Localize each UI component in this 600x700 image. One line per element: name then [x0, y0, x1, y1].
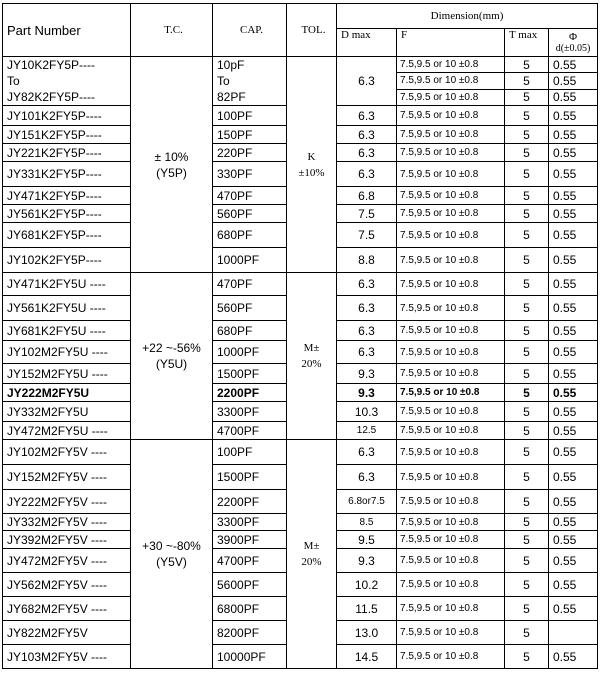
- header-tmax: T max: [505, 29, 549, 57]
- cap-cell: 330PF: [213, 162, 287, 187]
- phi-cell: 0.55: [549, 248, 598, 273]
- dmax-cell: 9.3: [337, 384, 397, 402]
- part-number-cell: JY471K2FY5U ----: [3, 273, 131, 296]
- tol-group-y5u: [287, 273, 337, 440]
- part-number-cell: JY332M2FY5U: [3, 402, 131, 422]
- tmax-cell: 5: [505, 440, 549, 465]
- dmax-cell: 6.8: [337, 187, 397, 205]
- part-number-to-word: To: [7, 74, 20, 88]
- tol-percent: ±10%: [298, 166, 325, 179]
- part-number-cell: JY562M2FY5V ----: [3, 573, 131, 597]
- tmax-cell: 5: [505, 490, 549, 514]
- f-cell: 7.5,9.5 or 10 ±0.8: [397, 549, 505, 573]
- part-number-cell: JY682M2FY5V ----: [3, 597, 131, 621]
- phi-cell: 0.55: [549, 645, 598, 669]
- tmax-cell: 5: [505, 248, 549, 273]
- phi-cell: 0.55: [549, 402, 598, 422]
- part-number-cell: JY152M2FY5V ----: [3, 465, 131, 490]
- part-number-cell: JY222M2FY5V ----: [3, 490, 131, 514]
- dmax-cell: 7.5: [337, 223, 397, 248]
- part-number-cell: JY102M2FY5U ----: [3, 341, 131, 364]
- phi-cell: 0.55: [549, 89, 598, 105]
- phi-cell: 0.55: [549, 549, 598, 573]
- part-number-cell: JY331K2FY5P----: [3, 162, 131, 187]
- part-number-cell: JY472M2FY5V ----: [3, 549, 131, 573]
- dmax-cell: 6.3: [337, 341, 397, 364]
- f-cell: 7.5,9.5 or 10 ±0.8: [397, 514, 505, 531]
- tc-value: +30 ~-80%: [142, 539, 201, 553]
- table-row: [3, 440, 598, 465]
- dmax-cell: 9.3: [337, 364, 397, 384]
- tmax-cell: 5: [505, 89, 549, 105]
- cap-cell: 4700PF: [213, 422, 287, 440]
- cap-to-word: To: [217, 74, 230, 88]
- cap-to: 82PF: [217, 90, 246, 104]
- dmax-cell: 6.3: [337, 440, 397, 465]
- header-part-number: Part Number: [3, 4, 131, 57]
- f-cell: 7.5,9.5 or 10 ±0.8: [397, 621, 505, 645]
- tmax-cell: 5: [505, 321, 549, 341]
- part-number-cell: JY102K2FY5P----: [3, 248, 131, 273]
- tc-group-y5v: [131, 440, 213, 669]
- header-tol: TOL.: [287, 4, 337, 57]
- dmax-cell: 6.3: [337, 465, 397, 490]
- f-cell: 7.5,9.5 or 10 ±0.8: [397, 490, 505, 514]
- phi-cell: 0.55: [549, 514, 598, 531]
- phi-cell: 0.55: [549, 440, 598, 465]
- part-number-to: JY82K2FY5P----: [7, 90, 96, 104]
- cap-cell: 100PF: [213, 106, 287, 126]
- tmax-cell: 5: [505, 621, 549, 645]
- tmax-cell: 5: [505, 205, 549, 223]
- f-cell: 7.5,9.5 or 10 ±0.8: [397, 465, 505, 490]
- tmax-cell: 5: [505, 273, 549, 296]
- phi-cell: 0.55: [549, 341, 598, 364]
- tc-value: ± 10%: [154, 149, 189, 164]
- dmax-cell: 8.8: [337, 248, 397, 273]
- f-cell: 7.5,9.5 or 10 ±0.8: [397, 384, 505, 402]
- part-number-cell: JY102M2FY5V ----: [3, 440, 131, 465]
- dmax-cell: 6.3: [337, 126, 397, 144]
- cap-cell: 560PF: [213, 296, 287, 321]
- dmax-cell: 6.3: [337, 57, 397, 106]
- cap-cell: 2200PF: [213, 490, 287, 514]
- tc-group-y5u: [131, 273, 213, 440]
- f-cell: 7.5,9.5 or 10 ±0.8: [397, 341, 505, 364]
- phi-cell: 0.55: [549, 364, 598, 384]
- phi-cell: 0.55: [549, 296, 598, 321]
- cap-cell: 1000PF: [213, 248, 287, 273]
- cap-cell: 3300PF: [213, 402, 287, 422]
- tmax-cell: 5: [505, 223, 549, 248]
- phi-cell: 0.55: [549, 73, 598, 89]
- tmax-cell: 5: [505, 106, 549, 126]
- dmax-cell: 9.3: [337, 549, 397, 573]
- cap-cell: 1500PF: [213, 465, 287, 490]
- dmax-cell: 6.3: [337, 273, 397, 296]
- tmax-cell: 5: [505, 341, 549, 364]
- tmax-cell: 5: [505, 187, 549, 205]
- table-row: [3, 57, 598, 73]
- cap-cell: 6800PF: [213, 597, 287, 621]
- tc-value: +22 ~-56%: [142, 341, 201, 355]
- header-phi: [549, 29, 598, 57]
- phi-cell: 0.55: [549, 422, 598, 440]
- phi-cell: 0.55: [549, 144, 598, 162]
- tol-percent: 20%: [301, 556, 322, 568]
- tmax-cell: 5: [505, 531, 549, 549]
- f-cell: 7.5,9.5 or 10 ±0.8: [397, 57, 505, 73]
- part-number-cell: JY221K2FY5P----: [3, 144, 131, 162]
- tmax-cell: 5: [505, 645, 549, 669]
- cap-cell: 150PF: [213, 126, 287, 144]
- cap-cell: 2200PF: [213, 384, 287, 402]
- dmax-cell: 9.5: [337, 531, 397, 549]
- cap-cell: 1000PF: [213, 341, 287, 364]
- f-cell: 7.5,9.5 or 10 ±0.8: [397, 364, 505, 384]
- tmax-cell: 5: [505, 162, 549, 187]
- dmax-cell: 13.0: [337, 621, 397, 645]
- phi-cell: 0.55: [549, 490, 598, 514]
- part-number-cell: JY392M2FY5V ----: [3, 531, 131, 549]
- tc-code: (Y5P): [156, 165, 187, 180]
- f-cell: 7.5,9.5 or 10 ±0.8: [397, 223, 505, 248]
- phi-cell: 0.55: [549, 597, 598, 621]
- phi-cell: 0.55: [549, 162, 598, 187]
- phi-cell: [549, 621, 598, 645]
- tol-group-y5v: [287, 440, 337, 669]
- phi-cell: 0.55: [549, 384, 598, 402]
- f-cell: 7.5,9.5 or 10 ±0.8: [397, 144, 505, 162]
- cap-cell: 3300PF: [213, 514, 287, 531]
- cap-cell: 8200PF: [213, 621, 287, 645]
- tmax-cell: 5: [505, 384, 549, 402]
- part-number-cell: JY822M2FY5V: [3, 621, 131, 645]
- f-cell: 7.5,9.5 or 10 ±0.8: [397, 106, 505, 126]
- tol-percent: 20%: [301, 358, 322, 370]
- tc-code: (Y5V): [156, 555, 187, 569]
- cap-cell: 100PF: [213, 440, 287, 465]
- dmax-cell: 14.5: [337, 645, 397, 669]
- capacitor-spec-table: [2, 3, 598, 669]
- part-number-cell: JY332M2FY5V ----: [3, 514, 131, 531]
- cap-cell: 1500PF: [213, 364, 287, 384]
- f-cell: 7.5,9.5 or 10 ±0.8: [397, 531, 505, 549]
- dmax-cell: 12.5: [337, 422, 397, 440]
- cap-cell: 5600PF: [213, 573, 287, 597]
- cap-cell: 470PF: [213, 273, 287, 296]
- f-cell: 7.5,9.5 or 10 ±0.8: [397, 597, 505, 621]
- cap-from: 10pF: [217, 58, 245, 72]
- f-cell: 7.5,9.5 or 10 ±0.8: [397, 126, 505, 144]
- dmax-cell: 6.8or7.5: [337, 490, 397, 514]
- cap-cell: 470PF: [213, 187, 287, 205]
- dmax-cell: 6.3: [337, 144, 397, 162]
- f-cell: 7.5,9.5 or 10 ±0.8: [397, 321, 505, 341]
- phi-tolerance: d(±0.05): [555, 42, 591, 54]
- cap-cell: 10000PF: [213, 645, 287, 669]
- phi-cell: 0.55: [549, 223, 598, 248]
- f-cell: 7.5,9.5 or 10 ±0.8: [397, 187, 505, 205]
- dmax-cell: 10.3: [337, 402, 397, 422]
- cap-cell: 4700PF: [213, 549, 287, 573]
- table-row: [3, 273, 598, 296]
- tmax-cell: 5: [505, 465, 549, 490]
- phi-cell: 0.55: [549, 126, 598, 144]
- f-cell: 7.5,9.5 or 10 ±0.8: [397, 440, 505, 465]
- cap-range: [213, 57, 287, 106]
- part-number-cell: JY471K2FY5P----: [3, 187, 131, 205]
- f-cell: 7.5,9.5 or 10 ±0.8: [397, 248, 505, 273]
- cap-cell: 680PF: [213, 321, 287, 341]
- part-number-cell: JY681K2FY5P----: [3, 223, 131, 248]
- f-cell: 7.5,9.5 or 10 ±0.8: [397, 273, 505, 296]
- phi-cell: 0.55: [549, 531, 598, 549]
- f-cell: 7.5,9.5 or 10 ±0.8: [397, 573, 505, 597]
- part-number-cell: JY101K2FY5P----: [3, 106, 131, 126]
- f-cell: 7.5,9.5 or 10 ±0.8: [397, 162, 505, 187]
- cap-cell: 560PF: [213, 205, 287, 223]
- phi-cell: 0.55: [549, 205, 598, 223]
- f-cell: 7.5,9.5 or 10 ±0.8: [397, 402, 505, 422]
- dmax-cell: 6.3: [337, 296, 397, 321]
- header-f: F: [397, 29, 505, 57]
- tc-code: (Y5U): [155, 357, 188, 371]
- part-number-cell: JY152M2FY5U ----: [3, 364, 131, 384]
- tc-group-y5p: [131, 57, 213, 273]
- cap-cell: 3900PF: [213, 531, 287, 549]
- f-cell: 7.5,9.5 or 10 ±0.8: [397, 89, 505, 105]
- phi-cell: 0.55: [549, 273, 598, 296]
- part-number-cell: JY222M2FY5U: [3, 384, 131, 402]
- part-number-cell: JY561K2FY5U ----: [3, 296, 131, 321]
- dmax-cell: 7.5: [337, 205, 397, 223]
- header-dmax: D max: [337, 29, 397, 57]
- header-cap: CAP.: [213, 4, 287, 57]
- phi-cell: 0.55: [549, 57, 598, 73]
- tol-value: M±: [303, 342, 320, 354]
- part-number-cell: JY472M2FY5U ----: [3, 422, 131, 440]
- phi-cell: 0.55: [549, 573, 598, 597]
- tol-value: M±: [303, 540, 320, 552]
- tmax-cell: 5: [505, 73, 549, 89]
- f-cell: 7.5,9.5 or 10 ±0.8: [397, 73, 505, 89]
- f-cell: 7.5,9.5 or 10 ±0.8: [397, 296, 505, 321]
- tmax-cell: 5: [505, 144, 549, 162]
- tmax-cell: 5: [505, 402, 549, 422]
- f-cell: 7.5,9.5 or 10 ±0.8: [397, 645, 505, 669]
- tmax-cell: 5: [505, 514, 549, 531]
- f-cell: 7.5,9.5 or 10 ±0.8: [397, 205, 505, 223]
- tmax-cell: 5: [505, 126, 549, 144]
- tol-value: K: [307, 150, 316, 163]
- cap-cell: 220PF: [213, 144, 287, 162]
- phi-cell: 0.55: [549, 321, 598, 341]
- tmax-cell: 5: [505, 597, 549, 621]
- phi-cell: 0.55: [549, 106, 598, 126]
- cap-cell: 680PF: [213, 223, 287, 248]
- f-cell: 7.5,9.5 or 10 ±0.8: [397, 422, 505, 440]
- part-number-cell: JY681K2FY5U ----: [3, 321, 131, 341]
- tol-group-y5p: [287, 57, 337, 273]
- dmax-cell: 6.3: [337, 321, 397, 341]
- part-number-cell: JY561K2FY5P----: [3, 205, 131, 223]
- phi-symbol: Φ: [568, 30, 578, 43]
- part-number-from: JY10K2FY5P----: [7, 58, 96, 72]
- dmax-cell: 8.5: [337, 514, 397, 531]
- part-number-cell: JY103M2FY5V ----: [3, 645, 131, 669]
- header-tc: T.C.: [131, 4, 213, 57]
- tmax-cell: 5: [505, 422, 549, 440]
- dmax-cell: 6.3: [337, 162, 397, 187]
- header-dimension: Dimension(mm): [337, 4, 598, 29]
- dmax-cell: 6.3: [337, 106, 397, 126]
- tmax-cell: 5: [505, 296, 549, 321]
- part-number-cell: JY151K2FY5P----: [3, 126, 131, 144]
- dmax-cell: 10.2: [337, 573, 397, 597]
- tmax-cell: 5: [505, 364, 549, 384]
- phi-cell: 0.55: [549, 465, 598, 490]
- tmax-cell: 5: [505, 57, 549, 73]
- tmax-cell: 5: [505, 573, 549, 597]
- part-number-range: [3, 57, 131, 106]
- phi-cell: 0.55: [549, 187, 598, 205]
- dmax-cell: 11.5: [337, 597, 397, 621]
- tmax-cell: 5: [505, 549, 549, 573]
